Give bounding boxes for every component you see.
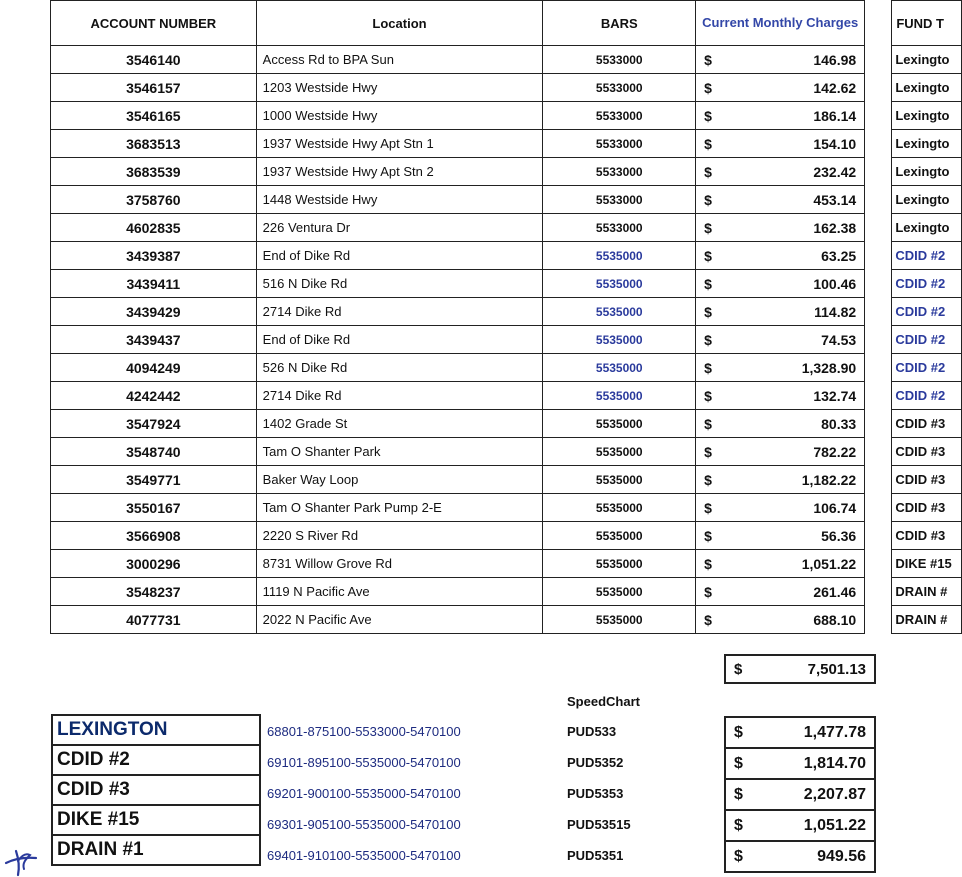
bars-cell: 5535000 — [543, 466, 696, 494]
fund-cell: DRAIN # — [892, 606, 962, 634]
summary-amount: 1,051.22 — [757, 810, 875, 841]
location-cell: 2220 S River Rd — [256, 522, 543, 550]
amount-cell: 1,182.22 — [738, 466, 865, 494]
bars-cell: 5535000 — [543, 354, 696, 382]
speedchart-code: PUD5351 — [567, 848, 624, 863]
amount-cell: 232.42 — [738, 158, 865, 186]
summary-currency: $ — [725, 717, 757, 748]
column-gap — [865, 438, 892, 466]
table-row — [51, 550, 962, 578]
table-row — [51, 74, 962, 102]
table-row — [51, 270, 962, 298]
column-gap — [865, 270, 892, 298]
fund-cell: CDID #3 — [892, 522, 962, 550]
column-gap — [865, 102, 892, 130]
speedchart-code: PUD5352 — [567, 755, 624, 770]
table-row — [51, 214, 962, 242]
account-number-cell: 3439411 — [51, 270, 257, 298]
currency-cell: $ — [696, 410, 738, 438]
column-gap — [865, 158, 892, 186]
location-cell: 1448 Westside Hwy — [256, 186, 543, 214]
account-code: 69401-910100-5535000-5470100 — [267, 848, 461, 863]
summary-codes — [267, 716, 707, 871]
header-bars: BARS — [543, 1, 696, 46]
location-cell: Access Rd to BPA Sun — [256, 46, 543, 74]
bars-cell: 5535000 — [543, 522, 696, 550]
amount-cell: 142.62 — [738, 74, 865, 102]
account-number-cell: 3683513 — [51, 130, 257, 158]
summary-amount: 2,207.87 — [757, 779, 875, 810]
account-number-cell: 3000296 — [51, 550, 257, 578]
bars-cell: 5535000 — [543, 326, 696, 354]
header-current-monthly-charges: Current Monthly Charges — [696, 1, 865, 46]
amount-cell: 100.46 — [738, 270, 865, 298]
currency-cell: $ — [696, 354, 738, 382]
account-number-cell: 3547924 — [51, 410, 257, 438]
table-row — [51, 522, 962, 550]
fund-cell: Lexingto — [892, 102, 962, 130]
table-body — [51, 46, 962, 634]
summary-amounts — [724, 716, 876, 873]
bars-cell: 5533000 — [543, 214, 696, 242]
speedchart-code: PUD533 — [567, 724, 617, 739]
column-gap — [865, 46, 892, 74]
amount-cell: 782.22 — [738, 438, 865, 466]
currency-cell: $ — [696, 74, 738, 102]
account-number-cell: 3546140 — [51, 46, 257, 74]
summary-name-drain-1: DRAIN #1 — [52, 835, 260, 865]
account-code: 69101-895100-5535000-5470100 — [267, 755, 461, 770]
column-gap — [865, 214, 892, 242]
header-account-number: ACCOUNT NUMBER — [51, 1, 257, 46]
fund-cell: CDID #3 — [892, 438, 962, 466]
column-gap — [865, 186, 892, 214]
speedchart-code: PUD53515 — [567, 817, 631, 832]
amount-cell: 106.74 — [738, 494, 865, 522]
currency-cell: $ — [696, 606, 738, 634]
fund-cell: Lexingto — [892, 214, 962, 242]
summary-name-cdid-3: CDID #3 — [52, 775, 260, 805]
table-row — [51, 438, 962, 466]
location-cell: Baker Way Loop — [256, 466, 543, 494]
amount-cell: 56.36 — [738, 522, 865, 550]
column-gap — [865, 410, 892, 438]
location-cell: Tam O Shanter Park Pump 2-E — [256, 494, 543, 522]
summary-code-row — [267, 778, 707, 809]
account-number-cell: 3439429 — [51, 298, 257, 326]
table-row — [51, 606, 962, 634]
summary-amount-row — [725, 717, 875, 748]
amount-cell: 80.33 — [738, 410, 865, 438]
account-number-cell: 3439437 — [51, 326, 257, 354]
amount-cell: 453.14 — [738, 186, 865, 214]
fund-cell: CDID #3 — [892, 410, 962, 438]
account-number-cell: 4094249 — [51, 354, 257, 382]
column-gap — [865, 382, 892, 410]
amount-cell: 132.74 — [738, 382, 865, 410]
bars-cell: 5533000 — [543, 74, 696, 102]
table-row — [51, 410, 962, 438]
account-number-cell: 3566908 — [51, 522, 257, 550]
currency-cell: $ — [696, 102, 738, 130]
bars-cell: 5535000 — [543, 410, 696, 438]
currency-cell: $ — [696, 46, 738, 74]
header-location: Location — [256, 1, 543, 46]
fund-cell: CDID #2 — [892, 298, 962, 326]
bars-cell: 5535000 — [543, 298, 696, 326]
location-cell: 1000 Westside Hwy — [256, 102, 543, 130]
summary-amount-row — [725, 748, 875, 779]
summary-amount: 949.56 — [757, 841, 875, 872]
account-code: 69301-905100-5535000-5470100 — [267, 817, 461, 832]
fund-cell: CDID #2 — [892, 270, 962, 298]
location-cell: Tam O Shanter Park — [256, 438, 543, 466]
amount-cell: 63.25 — [738, 242, 865, 270]
location-cell: 516 N Dike Rd — [256, 270, 543, 298]
summary-fund-names — [51, 714, 261, 866]
summary-currency: $ — [725, 810, 757, 841]
table-row — [51, 242, 962, 270]
header-row — [51, 1, 962, 46]
column-gap — [865, 298, 892, 326]
table-row — [51, 298, 962, 326]
bars-cell: 5533000 — [543, 102, 696, 130]
charges-table — [50, 0, 962, 634]
fund-cell: Lexingto — [892, 74, 962, 102]
fund-cell: Lexingto — [892, 158, 962, 186]
amount-cell: 186.14 — [738, 102, 865, 130]
fund-cell: DRAIN # — [892, 578, 962, 606]
summary-code-row — [267, 809, 707, 840]
location-cell: 526 N Dike Rd — [256, 354, 543, 382]
column-gap — [865, 578, 892, 606]
location-cell: 1402 Grade St — [256, 410, 543, 438]
summary-amount-row — [725, 841, 875, 872]
fund-cell: CDID #2 — [892, 382, 962, 410]
account-number-cell: 3439387 — [51, 242, 257, 270]
account-code: 69201-900100-5535000-5470100 — [267, 786, 461, 801]
table-row — [51, 354, 962, 382]
amount-cell: 688.10 — [738, 606, 865, 634]
speedchart-code: PUD5353 — [567, 786, 624, 801]
amount-cell: 114.82 — [738, 298, 865, 326]
bars-cell: 5535000 — [543, 438, 696, 466]
location-cell: 2714 Dike Rd — [256, 298, 543, 326]
location-cell: 1937 Westside Hwy Apt Stn 2 — [256, 158, 543, 186]
fund-cell: CDID #3 — [892, 466, 962, 494]
summary-currency: $ — [725, 779, 757, 810]
fund-cell: CDID #2 — [892, 242, 962, 270]
table-row — [51, 46, 962, 74]
summary-code-row — [267, 747, 707, 778]
summary-amount: 1,477.78 — [757, 717, 875, 748]
header-fund: FUND T — [892, 1, 962, 46]
currency-cell: $ — [696, 130, 738, 158]
column-gap — [865, 130, 892, 158]
location-cell: End of Dike Rd — [256, 326, 543, 354]
account-number-cell: 3548237 — [51, 578, 257, 606]
table-row — [51, 466, 962, 494]
bars-cell: 5533000 — [543, 130, 696, 158]
speedchart-heading: SpeedChart — [567, 694, 640, 709]
currency-cell: $ — [696, 326, 738, 354]
account-number-cell: 4602835 — [51, 214, 257, 242]
location-cell: End of Dike Rd — [256, 242, 543, 270]
location-cell: 1937 Westside Hwy Apt Stn 1 — [256, 130, 543, 158]
column-gap — [865, 74, 892, 102]
table-row — [51, 158, 962, 186]
handwritten-check-mark-icon — [4, 843, 38, 877]
bars-cell: 5535000 — [543, 494, 696, 522]
summary-amount-row — [725, 779, 875, 810]
fund-cell: CDID #3 — [892, 494, 962, 522]
grand-total-amount: 7,501.13 — [807, 660, 866, 678]
currency-cell: $ — [696, 186, 738, 214]
summary-name-dike-15: DIKE #15 — [52, 805, 260, 835]
bars-cell: 5535000 — [543, 270, 696, 298]
currency-cell: $ — [696, 522, 738, 550]
account-number-cell: 4242442 — [51, 382, 257, 410]
bars-cell: 5535000 — [543, 242, 696, 270]
amount-cell: 1,328.90 — [738, 354, 865, 382]
location-cell: 8731 Willow Grove Rd — [256, 550, 543, 578]
fund-cell: CDID #2 — [892, 354, 962, 382]
column-gap — [865, 242, 892, 270]
bars-cell: 5535000 — [543, 578, 696, 606]
currency-cell: $ — [696, 214, 738, 242]
bars-cell: 5535000 — [543, 606, 696, 634]
location-cell: 2714 Dike Rd — [256, 382, 543, 410]
column-gap — [865, 550, 892, 578]
account-number-cell: 3546157 — [51, 74, 257, 102]
account-number-cell: 4077731 — [51, 606, 257, 634]
table-row — [51, 494, 962, 522]
summary-code-row — [267, 840, 707, 871]
fund-cell: Lexingto — [892, 130, 962, 158]
column-gap — [865, 522, 892, 550]
account-number-cell: 3683539 — [51, 158, 257, 186]
currency-cell: $ — [696, 550, 738, 578]
currency-cell: $ — [696, 438, 738, 466]
location-cell: 2022 N Pacific Ave — [256, 606, 543, 634]
column-gap — [865, 1, 892, 46]
amount-cell: 1,051.22 — [738, 550, 865, 578]
summary-amount-row — [725, 810, 875, 841]
account-number-cell: 3546165 — [51, 102, 257, 130]
table-row — [51, 186, 962, 214]
fund-cell: CDID #2 — [892, 326, 962, 354]
currency-cell: $ — [696, 270, 738, 298]
bars-cell: 5533000 — [543, 46, 696, 74]
table-row — [51, 382, 962, 410]
column-gap — [865, 326, 892, 354]
table-row — [51, 326, 962, 354]
table-row — [51, 102, 962, 130]
fund-cell: Lexingto — [892, 46, 962, 74]
amount-cell: 74.53 — [738, 326, 865, 354]
column-gap — [865, 354, 892, 382]
currency-cell: $ — [696, 466, 738, 494]
column-gap — [865, 466, 892, 494]
bars-cell: 5535000 — [543, 550, 696, 578]
currency-cell: $ — [696, 298, 738, 326]
bars-cell: 5533000 — [543, 186, 696, 214]
table-row — [51, 578, 962, 606]
column-gap — [865, 494, 892, 522]
account-number-cell: 3550167 — [51, 494, 257, 522]
currency-cell: $ — [696, 158, 738, 186]
account-number-cell: 3758760 — [51, 186, 257, 214]
location-cell: 226 Ventura Dr — [256, 214, 543, 242]
table-row — [51, 130, 962, 158]
currency-cell: $ — [696, 494, 738, 522]
fund-cell: DIKE #15 — [892, 550, 962, 578]
grand-total-currency: $ — [734, 660, 743, 678]
amount-cell: 261.46 — [738, 578, 865, 606]
currency-cell: $ — [696, 578, 738, 606]
location-cell: 1119 N Pacific Ave — [256, 578, 543, 606]
currency-cell: $ — [696, 242, 738, 270]
summary-name-cdid-2: CDID #2 — [52, 745, 260, 775]
summary-currency: $ — [725, 748, 757, 779]
grand-total-box — [724, 654, 876, 684]
bars-cell: 5535000 — [543, 382, 696, 410]
account-code: 68801-875100-5533000-5470100 — [267, 724, 461, 739]
fund-cell: Lexingto — [892, 186, 962, 214]
bars-cell: 5533000 — [543, 158, 696, 186]
currency-cell: $ — [696, 382, 738, 410]
account-number-cell: 3548740 — [51, 438, 257, 466]
location-cell: 1203 Westside Hwy — [256, 74, 543, 102]
summary-name-lexington: LEXINGTON — [52, 715, 260, 745]
amount-cell: 154.10 — [738, 130, 865, 158]
amount-cell: 146.98 — [738, 46, 865, 74]
amount-cell: 162.38 — [738, 214, 865, 242]
column-gap — [865, 606, 892, 634]
summary-code-row — [267, 716, 707, 747]
summary-amount: 1,814.70 — [757, 748, 875, 779]
summary-currency: $ — [725, 841, 757, 872]
account-number-cell: 3549771 — [51, 466, 257, 494]
